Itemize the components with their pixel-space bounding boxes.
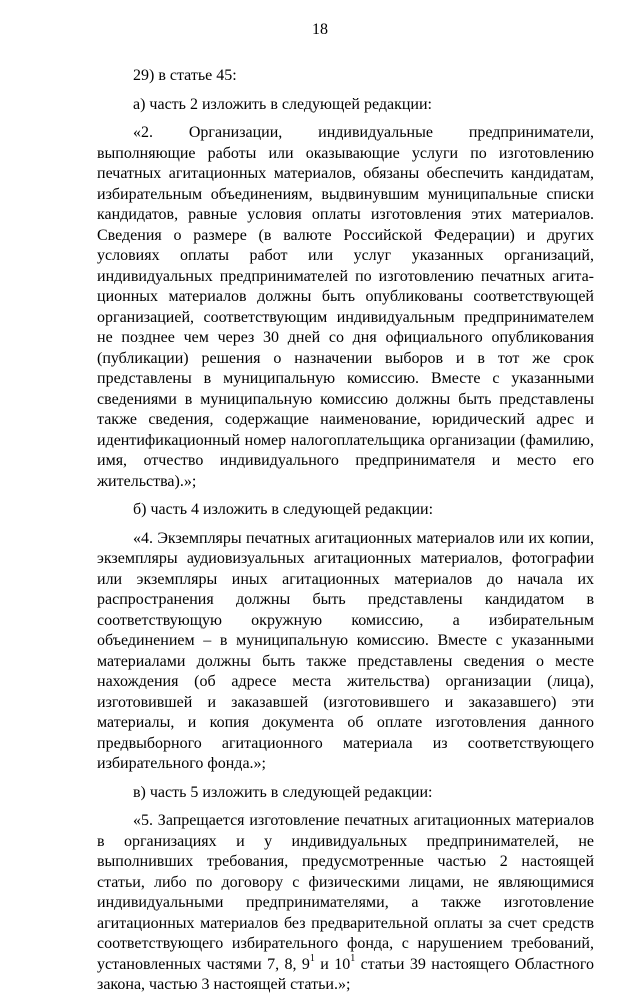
paragraph-part-5-heading: в) часть 5 изложить в следующей редакции: [133,783,433,801]
document-body [97,66,594,996]
page-number: 18 [312,21,328,38]
paragraph-part-5-text [97,811,594,996]
superscript-one: 1 [309,953,315,965]
paragraph-part-5-text-start: «5. Запрещается изготовление печатных агитационных материалов в организациях и у индивидуальных предпринимателей, не выполнивших требования, предусмотренные частью 2 настоящей статьи, либо по договору с физическими лицами, не являющимися индивидуальными предпринимателями, а также изготовление агитационных материалов без предварительной оплаты за счет средств соответствующего избирательного фонда, с нарушением требований, установленных частями 7, 8, 9 [97,812,594,973]
paragraph-part-5-text-middle: и 10 [314,955,351,973]
paragraph-article-45-intro: 29) в статье 45: [133,67,237,84]
paragraph-part-2-text: «2. Организации, индивидуальные предприниматели, выполняющие работы или оказывающие услуги по изготовлению печатных агитационных материалов, обязаны обеспечить кандидатам, избирательным объединениям, выдвинувшим муниципальные списки кандидатов, равные условия оплаты изготовления этих материалов. Сведения о размере (в валюте Российской Федерации) и других условиях оплаты работ или услуг указанных организаций, индивидуальных предпринимателей по изготовлению печатных агитационных материалов должны быть опубликованы соответствующей организацией, соответствующим индивидуальным предпринимателем не позднее чем через 30 дней со дня официального опубликования (публикации) решения о назначении выборов и в тот же срок представлены в муниципальную комиссию. Вместе с указанными сведениями в муниципальную комиссию должны быть представлены также сведения, содержащие наименование, юридический адрес и идентификационный номер налогоплательщика организации (фамилию, имя, отчество индивидуального предпринимателя и место его жительства).»; [97,124,594,490]
paragraph-part-2-heading: а) часть 2 изложить в следующей редакции: [133,95,432,113]
paragraph-part-5-text-end: статьи 39 настоящего Областного закона, частью 3 настоящей статьи.»; [97,955,595,993]
paragraph-part-4-heading: б) часть 4 изложить в следующей редакции: [133,501,434,518]
paragraph-part-4-text: «4. Экземпляры печатных агитационных материалов или их копии, экземпляры аудиовизуальных агитационных материалов, фотографии или экземпляры иных агитационных материалов до начала их распространения должны быть представлены кандидатом в соответствующую окружную комиссию, а избирательным объединением – в муниципальную комиссию. Вместе с указанными материалами должны быть также представлены сведения о месте нахождения (об адресе места жительства) организации (лица), изготовившей и заказавшей (изготовившего и заказавшего) эти материалы, и копия документа об оплате изготовления данного предвыборного агитационного материала из соответствующего избирательного фонда.»; [97,529,594,772]
superscript-one: 1 [350,953,356,965]
